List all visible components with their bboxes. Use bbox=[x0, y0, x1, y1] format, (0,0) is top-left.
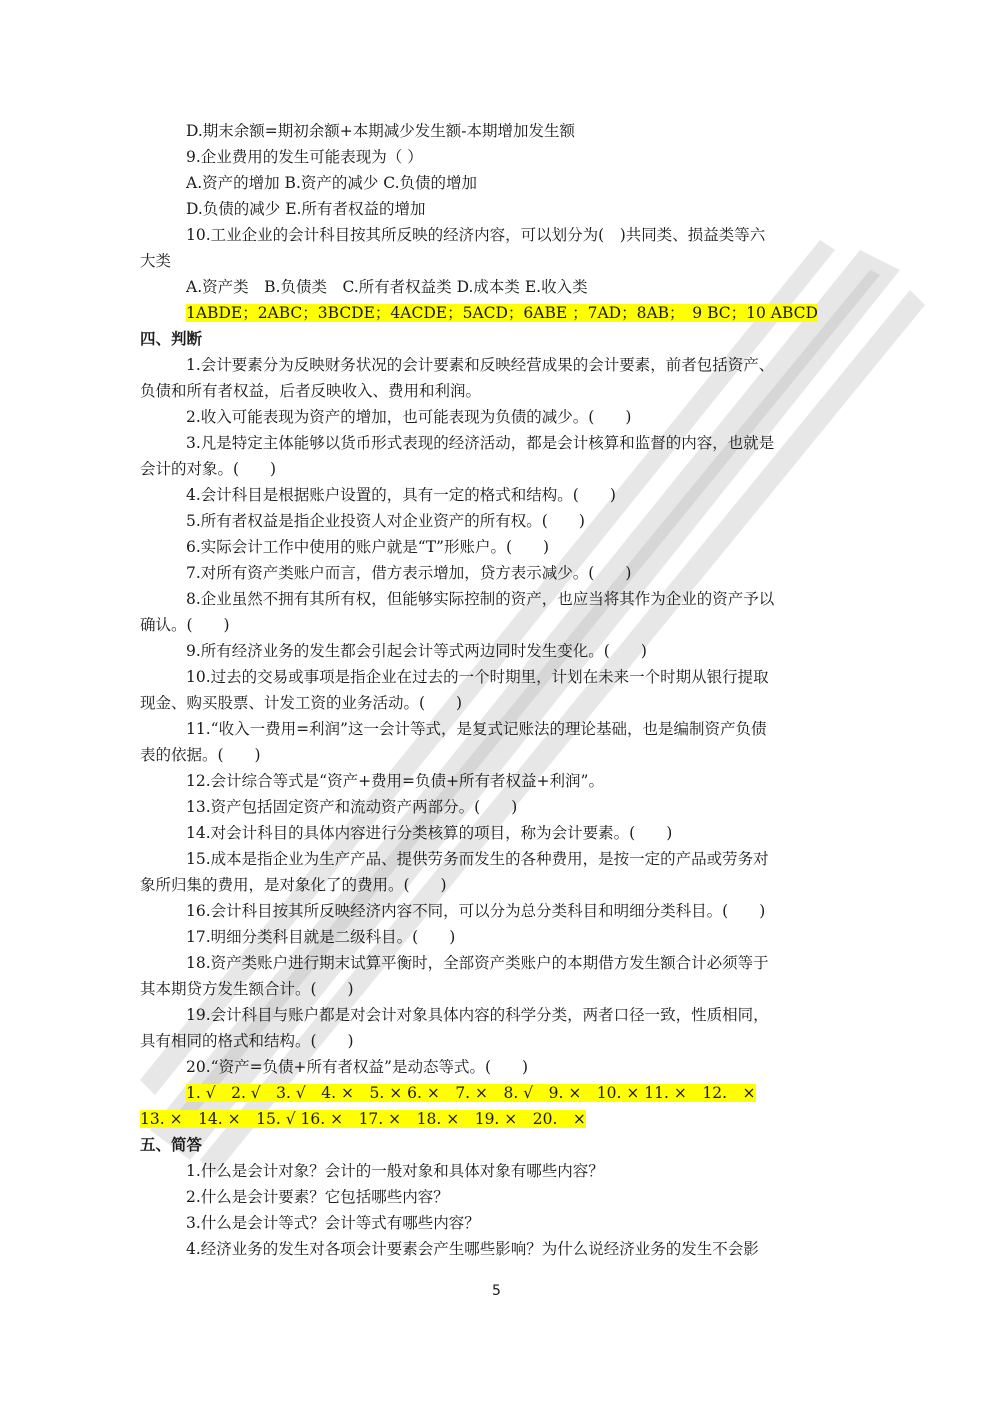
page-number: 5 bbox=[492, 1283, 501, 1299]
section-4-heading: 四、判断 bbox=[140, 330, 203, 348]
mc-answers bbox=[140, 300, 818, 326]
judgment-line: 表的依据。( ) bbox=[140, 746, 261, 764]
judgment-line: 会计的对象。( ) bbox=[140, 460, 277, 478]
short-answer-2: 2.什么是会计要素？它包括哪些内容？ bbox=[186, 1188, 449, 1206]
judgment-line: 13.资产包括固定资产和流动资产两部分。( ) bbox=[186, 798, 518, 816]
judgment-line: 17.明细分类科目就是二级科目。( ) bbox=[186, 928, 456, 946]
q10-options: A.资产类 B.负债类 C.所有者权益类 D.成本类 E.收入类 bbox=[186, 278, 588, 296]
judgment-line: 14.对会计科目的具体内容进行分类核算的项目，称为会计要素。( ) bbox=[186, 824, 673, 842]
judgment-line: 8.企业虽然不拥有其所有权，但能够实际控制的资产，也应当将其作为企业的资产予以 bbox=[186, 590, 775, 608]
judgment-line: 20.“资产=负债+所有者权益”是动态等式。( ) bbox=[186, 1058, 529, 1076]
section-5-heading: 五、简答 bbox=[140, 1136, 203, 1154]
judgment-line: 6.实际会计工作中使用的账户就是“T”形账户。( ) bbox=[186, 538, 550, 556]
short-answer-1: 1.什么是会计对象？会计的一般对象和具体对象有哪些内容？ bbox=[186, 1162, 604, 1180]
judgment-line: 16.会计科目按其所反映经济内容不同，可以分为总分类科目和明细分类科目。( ) bbox=[186, 902, 766, 920]
tf-answers-highlight-1: 1. √ 2. √ 3. √ 4. × 5. × 6. × 7. × 8. √ 9. × 10. × 11. × 12. × bbox=[186, 1084, 756, 1102]
judgment-line: 5.所有者权益是指企业投资人对企业资产的所有权。( ) bbox=[186, 512, 585, 530]
judgment-line: 具有相同的格式和结构。( ) bbox=[140, 1032, 354, 1050]
mc-answers-highlight: 1ABDE；2ABC；3BCDE；4ACDE；5ACD；6ABE ；7AD；8AB； 9 BC；10 ABCD bbox=[186, 304, 818, 322]
judgment-line: 4.会计科目是根据账户设置的，具有一定的格式和结构。( ) bbox=[186, 486, 616, 504]
judgment-line: 19.会计科目与账户都是对会计对象具体内容的科学分类，两者口径一致，性质相同， bbox=[186, 1006, 769, 1024]
judgment-line: 7.对所有资产类账户而言，借方表示增加，贷方表示减少。( ) bbox=[186, 564, 632, 582]
q8-option-d: D.期末余额=期初余额+本期减少发生额-本期增加发生额 bbox=[186, 122, 576, 140]
short-answer-4: 4.经济业务的发生对各项会计要素会产生哪些影响？为什么说经济业务的发生不会影 bbox=[186, 1240, 759, 1258]
judgment-line: 11.“收入一费用=利润”这一会计等式，是复式记账法的理论基础，也是编制资产负债 bbox=[186, 720, 767, 738]
tf-answers-line-1 bbox=[140, 1080, 756, 1106]
judgment-line: 18.资产类账户进行期末试算平衡时，全部资产类账户的本期借方发生额合计必须等于 bbox=[186, 954, 769, 972]
judgment-line: 15.成本是指企业为生产产品、提供劳务而发生的各种费用，是按一定的产品或劳务对 bbox=[186, 850, 769, 868]
judgment-line: 1.会计要素分为反映财务状况的会计要素和反映经营成果的会计要素，前者包括资产、 bbox=[186, 356, 775, 374]
short-answer-3: 3.什么是会计等式？会计等式有哪些内容？ bbox=[186, 1214, 480, 1232]
judgment-line: 10.过去的交易或事项是指企业在过去的一个时期里，计划在未来一个时期从银行提取 bbox=[186, 668, 769, 686]
judgment-line: 象所归集的费用，是对象化了的费用。( ) bbox=[140, 876, 447, 894]
tf-answers-line-2 bbox=[140, 1106, 586, 1132]
judgment-line: 9.所有经济业务的发生都会引起会计等式两边同时发生变化。( ) bbox=[186, 642, 647, 660]
judgment-line: 12.会计综合等式是“资产+费用=负债+所有者权益+利润”。 bbox=[186, 772, 604, 790]
judgment-line: 2.收入可能表现为资产的增加，也可能表现为负债的减少。( ) bbox=[186, 408, 632, 426]
question-10-line-2: 大类 bbox=[140, 252, 172, 270]
judgment-line: 确认。( ) bbox=[140, 616, 230, 634]
judgment-line: 负债和所有者权益，后者反映收入、费用和利润。 bbox=[140, 382, 482, 400]
judgment-line: 现金、购买股票、计发工资的业务活动。( ) bbox=[140, 694, 463, 712]
judgment-line: 3.凡是特定主体能够以货币形式表现的经济活动，都是会计核算和监督的内容，也就是 bbox=[186, 434, 775, 452]
judgment-line: 其本期贷方发生额合计。( ) bbox=[140, 980, 354, 998]
tf-answers-highlight-2: 13. × 14. × 15. √ 16. × 17. × 18. × 19. × 20. × bbox=[140, 1110, 586, 1128]
q9-options-2: D.负债的减少 E.所有者权益的增加 bbox=[186, 200, 426, 218]
question-10-line-1: 10.工业企业的会计科目按其所反映的经济内容，可以划分为( )共同类、损益类等六 bbox=[186, 226, 766, 244]
question-9: 9.企业费用的发生可能表现为（ ） bbox=[186, 148, 423, 166]
q9-options-1: A.资产的增加 B.资产的减少 C.负债的增加 bbox=[186, 174, 478, 192]
